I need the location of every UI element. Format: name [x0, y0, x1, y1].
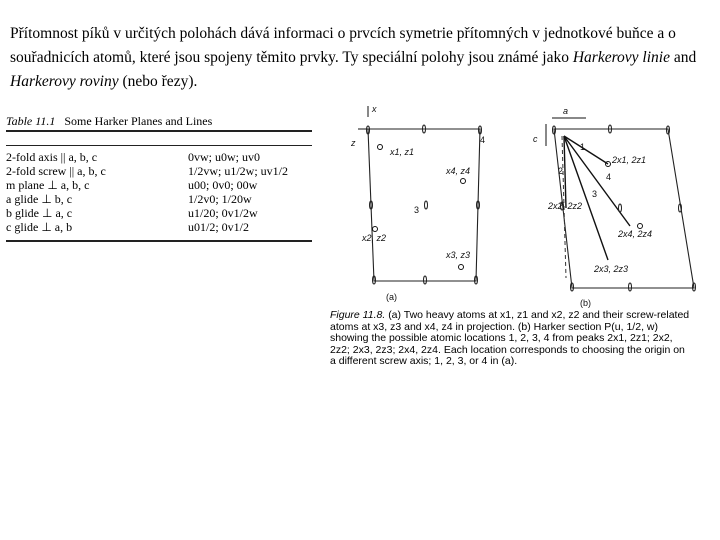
row-element: m plane ⊥ a, b, c — [6, 178, 90, 192]
heading-harker-lines: Harkerovy linie — [572, 49, 670, 66]
axis-x-label: x — [372, 104, 377, 114]
table-rule-bottom — [6, 240, 312, 242]
peak-label: 2x2, 2z2 — [548, 201, 583, 211]
atom-label: x1, z1 — [390, 147, 415, 157]
location-number: 1 — [580, 142, 586, 152]
row-element: b glide ⊥ a, c — [6, 206, 73, 220]
atom-marker — [459, 265, 464, 270]
peak-label: 2x4, 2z4 — [618, 229, 653, 239]
peak-label: 2x3, 2z3 — [594, 264, 629, 274]
panel-a-label: (a) — [386, 292, 397, 302]
atom-label: 3 — [414, 205, 420, 215]
atom-label: x4, z4 — [446, 166, 471, 176]
peak-marker — [638, 224, 643, 229]
table-row — [6, 207, 312, 220]
row-element: c glide ⊥ a, b — [6, 220, 73, 234]
caption-text: (a) Two heavy atoms at x1, z1 and x2, z2 and their screw-related atoms at x3, z3 and x4, z4 in projection. (b) Harker section P(u, 1/2, w) showing the possible atomic locations 1, 2, 3, 4 from peaks 2x1, 2z1; 2x2, 2z2; 2x3, 2z3; 2x4, 2z4. Each location corresponds to choosing the origin on a different screw axis; 1, 2, 3, or 4 in (a). — [330, 309, 690, 368]
table-title-text: Some Harker Planes and Lines — [64, 114, 213, 128]
heading-harker-planes: Harkerovy roviny — [10, 73, 119, 90]
heading-text: Přítomnost píků v určitých polohách dává informaci o prvcích symetrie přítomných v jednotkové buňce a o souřadnicích atomů, které jsou spojeny těmito prvky. Ty speciální polohy jsou známé jako — [10, 25, 676, 66]
atom-marker — [373, 227, 378, 232]
row-coords: 0vw; u0w; uv0 — [188, 150, 260, 164]
slide-heading — [10, 22, 710, 94]
table-title — [6, 114, 212, 129]
row-coords: u1/20; 0v1/2w — [188, 206, 258, 220]
table-row — [6, 221, 312, 234]
atom-marker — [461, 179, 466, 184]
location-number: 4 — [606, 172, 612, 182]
row-element: a glide ⊥ b, c — [6, 192, 73, 206]
axis-a-label: a — [563, 106, 569, 116]
screw-axis-symbols — [367, 125, 482, 284]
row-element: 2-fold axis || a, b, c — [6, 150, 98, 164]
axis-z-label: z — [351, 138, 356, 148]
table-row — [6, 179, 312, 192]
atom-marker — [378, 145, 383, 150]
table-row — [6, 151, 312, 164]
panel-b-label: (b) — [580, 298, 591, 308]
atom-label: x3, z3 — [446, 250, 471, 260]
row-coords: 1/2vw; u1/2w; uv1/2 — [188, 164, 289, 178]
heading-end: (nebo řezy). — [118, 73, 198, 90]
atom-label: x2, z2 — [362, 233, 387, 243]
screw-4-number: 4 — [480, 135, 486, 145]
panel-b — [533, 106, 696, 308]
row-coords: u00; 0v0; 00w — [188, 178, 258, 192]
table-rule-top — [6, 130, 312, 132]
row-element: 2-fold screw || a, b, c — [6, 164, 106, 178]
table-label: Table 11.1 — [6, 114, 56, 128]
row-coords: 1/2v0; 1/20w — [188, 192, 252, 206]
harker-table — [6, 110, 316, 260]
table-rule-header — [6, 145, 312, 146]
axis-c-label: c — [533, 134, 538, 144]
caption-label: Figure 11.8. — [330, 309, 386, 321]
table-row — [6, 193, 312, 206]
peak-label: 2x1, 2z1 — [612, 155, 647, 165]
heading-and: and — [669, 49, 697, 66]
location-number: 3 — [592, 189, 598, 199]
row-coords: u01/2; 0v1/2 — [188, 220, 250, 234]
location-number: 2 — [558, 166, 564, 176]
table-row — [6, 165, 312, 178]
figure-caption — [330, 310, 690, 368]
panel-a — [350, 104, 485, 302]
